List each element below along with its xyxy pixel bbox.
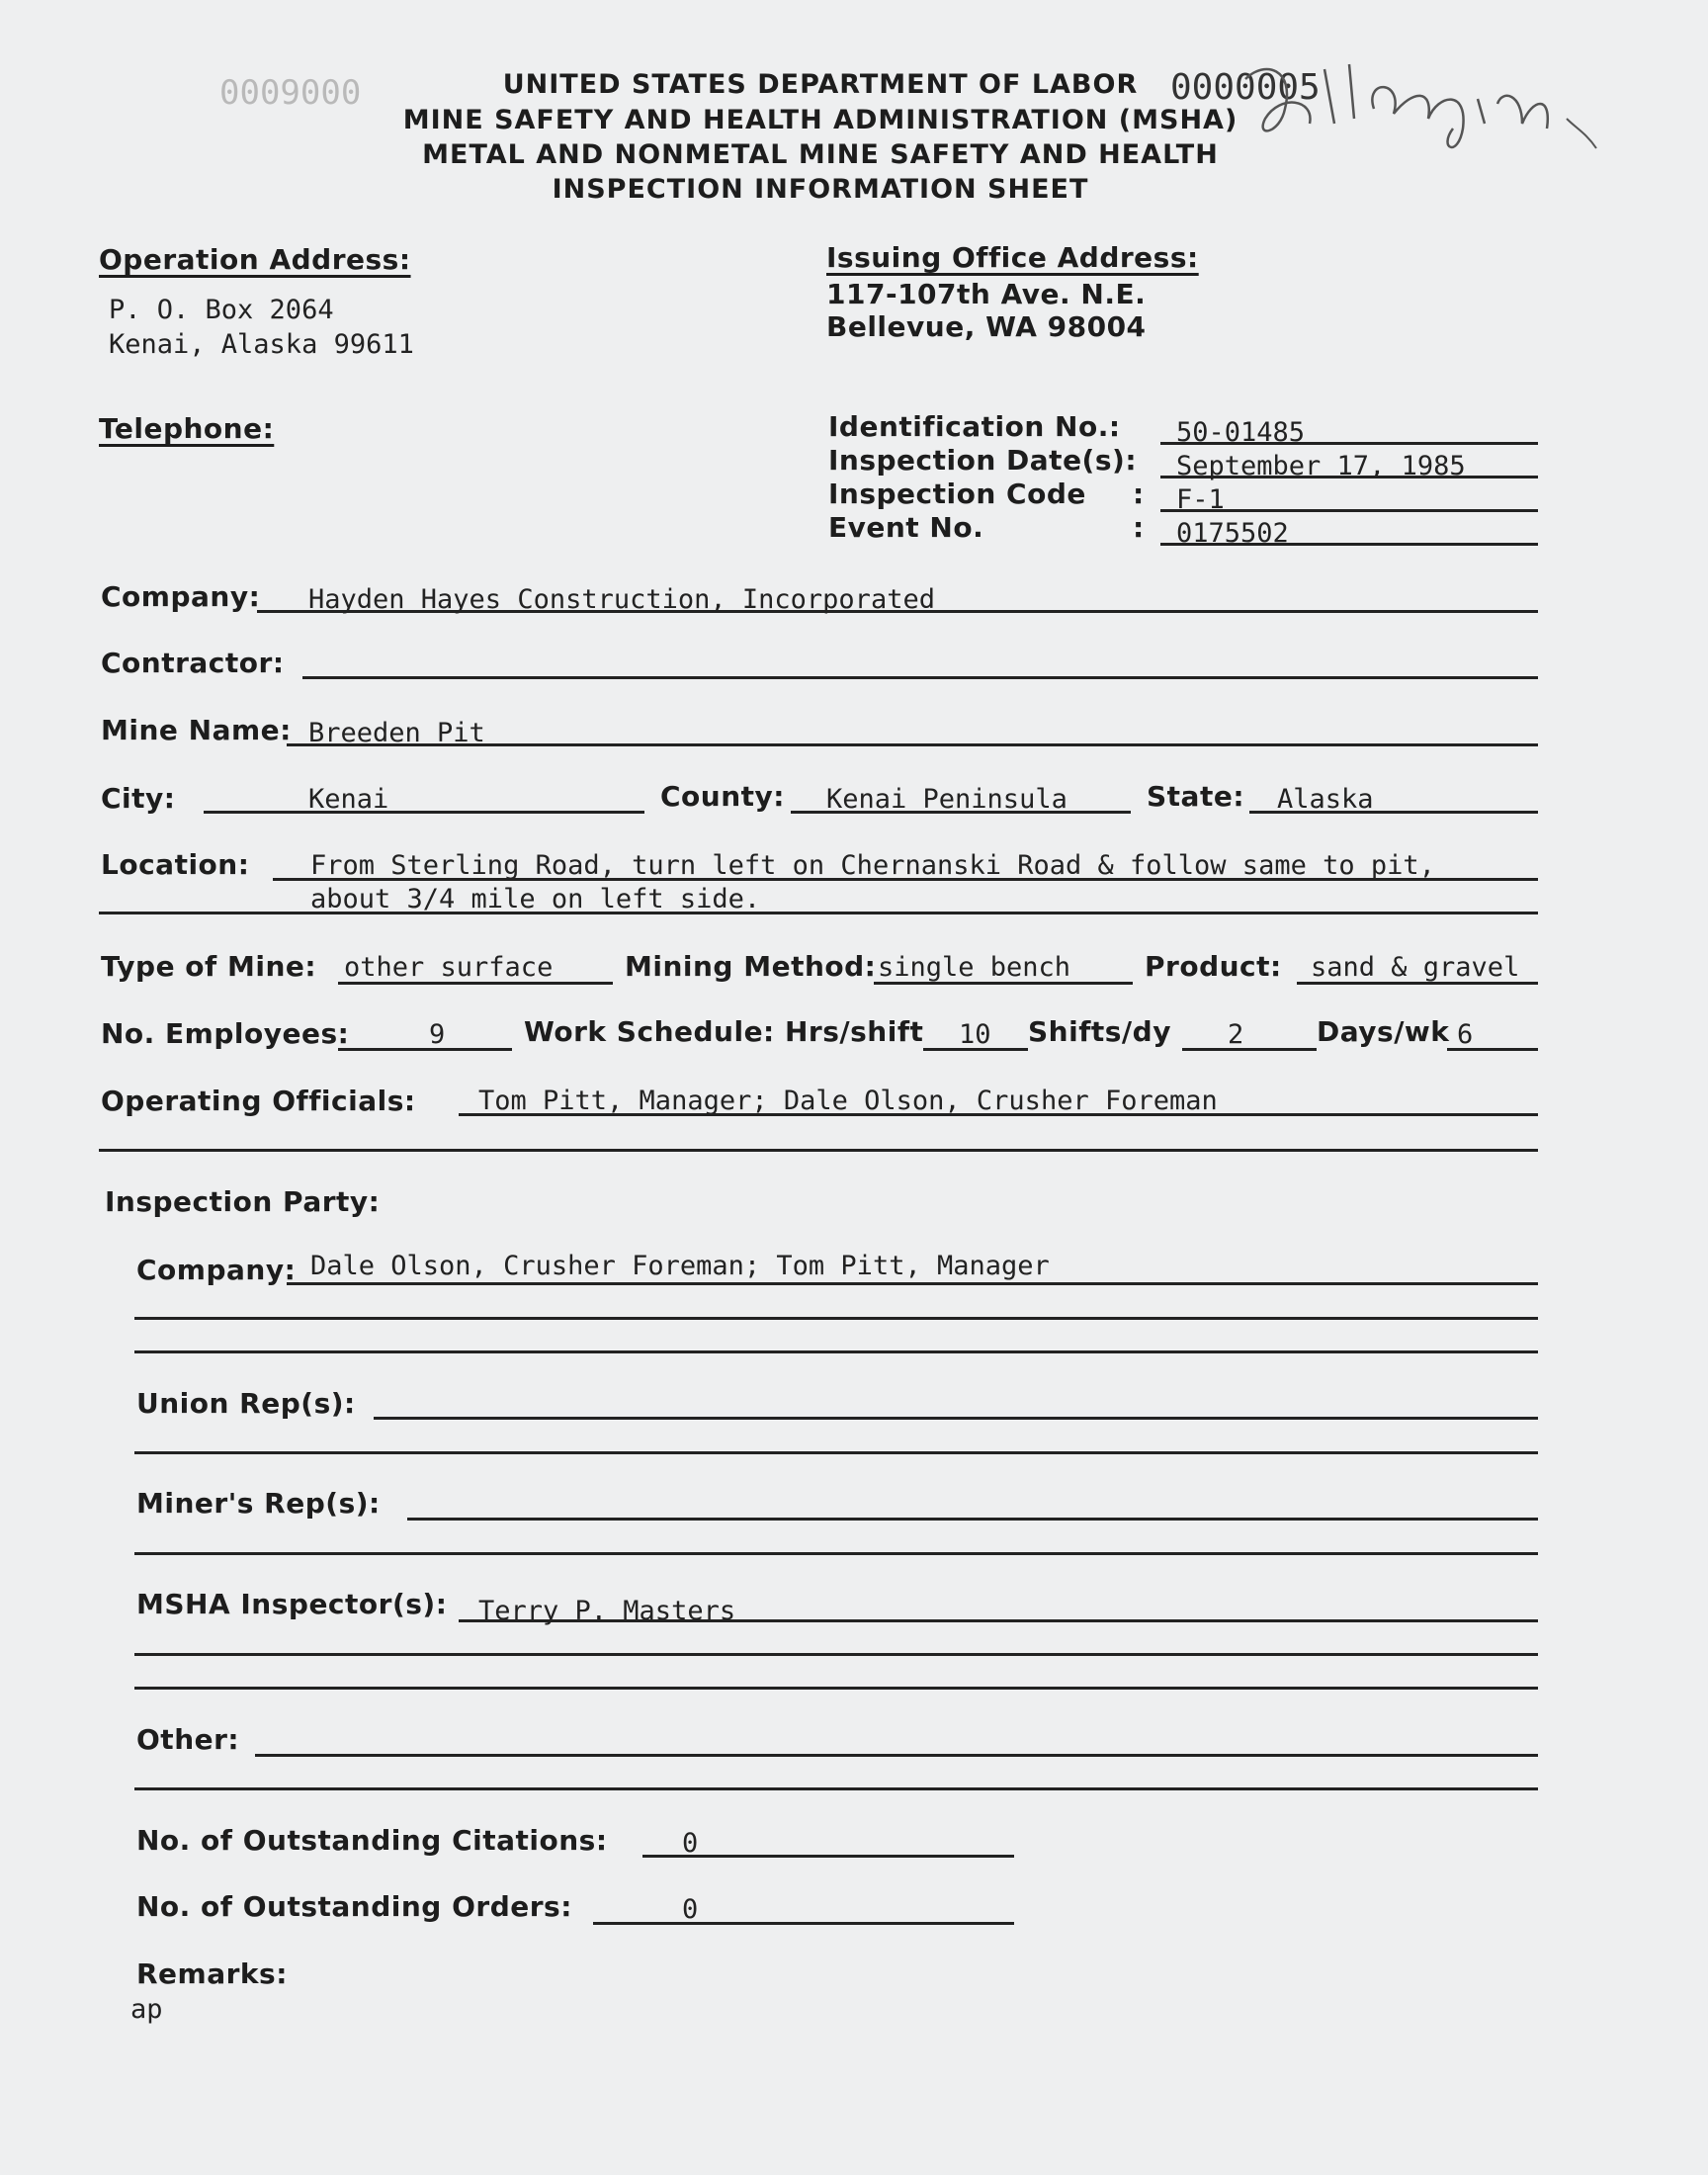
outstanding-orders-line	[593, 1922, 1014, 1925]
inspection-date-label: Inspection Date(s):	[828, 444, 1138, 477]
party-company-label: Company:	[136, 1254, 297, 1286]
shifts-per-day-line	[1182, 1048, 1317, 1051]
msha-inspector-line1	[459, 1619, 1538, 1622]
operating-officials-value: Tom Pitt, Manager; Dale Olson, Crusher Foreman	[478, 1086, 1218, 1116]
city-line	[204, 811, 644, 814]
other-label: Other:	[136, 1723, 240, 1756]
union-rep-line1	[374, 1417, 1538, 1420]
state-line	[1249, 811, 1538, 814]
party-company-line1	[287, 1282, 1538, 1285]
hrs-per-shift-line	[923, 1048, 1028, 1051]
days-per-week-value: 6	[1457, 1019, 1474, 1050]
union-rep-line2	[134, 1451, 1538, 1454]
outstanding-citations-value: 0	[682, 1828, 699, 1859]
mine-name-value: Breeden Pit	[308, 718, 485, 748]
event-number-line	[1160, 543, 1538, 546]
days-per-week-label: Days/wk	[1317, 1015, 1450, 1048]
telephone-label: Telephone:	[99, 412, 275, 445]
mine-name-label: Mine Name:	[101, 714, 292, 746]
outstanding-citations-line	[642, 1855, 1014, 1858]
mining-method-value: single bench	[878, 952, 1071, 983]
state-label: State:	[1147, 780, 1245, 813]
inspection-code-colon: :	[1133, 478, 1145, 510]
location-line1: From Sterling Road, turn left on Chernanski Road & follow same to pit,	[310, 850, 1435, 881]
issuing-office-line2: Bellevue, WA 98004	[826, 310, 1147, 343]
party-company-line2	[134, 1317, 1538, 1320]
operating-officials-line1	[459, 1113, 1538, 1116]
shifts-per-day-label: Shifts/dy	[1028, 1015, 1171, 1048]
contractor-line	[302, 676, 1538, 679]
header-title: INSPECTION INFORMATION SHEET	[552, 174, 1089, 205]
msha-inspector-label: MSHA Inspector(s):	[136, 1588, 448, 1620]
inspection-code-line	[1160, 509, 1538, 512]
employees-line	[338, 1048, 512, 1051]
remarks-label: Remarks:	[136, 1958, 288, 1990]
outstanding-orders-label: No. of Outstanding Orders:	[136, 1890, 572, 1923]
operation-address-line1: P. O. Box 2064	[109, 295, 334, 325]
union-rep-label: Union Rep(s):	[136, 1387, 356, 1420]
event-number-value: 0175502	[1176, 518, 1289, 549]
mine-name-line	[287, 743, 1538, 746]
product-label: Product:	[1145, 950, 1282, 983]
issuing-office-line1: 117-107th Ave. N.E.	[826, 278, 1147, 310]
location-label: Location:	[101, 848, 250, 881]
event-number-label: Event No.	[828, 511, 984, 544]
city-label: City:	[101, 782, 176, 815]
msha-inspector-line3	[134, 1687, 1538, 1690]
hrs-per-shift-value: 10	[959, 1019, 991, 1050]
product-value: sand & gravel	[1311, 952, 1520, 983]
operating-officials-label: Operating Officials:	[101, 1085, 416, 1117]
event-number-colon: :	[1133, 511, 1145, 544]
outstanding-orders-value: 0	[682, 1894, 699, 1925]
header-agency: UNITED STATES DEPARTMENT OF LABOR	[502, 69, 1139, 100]
state-value: Alaska	[1277, 784, 1374, 815]
issuing-office-label: Issuing Office Address:	[826, 241, 1199, 274]
location-underline2	[99, 912, 1538, 914]
msha-inspector-value: Terry P. Masters	[478, 1596, 736, 1626]
document-number: 0000005	[1170, 67, 1321, 108]
work-schedule-label: Work Schedule: Hrs/shift	[524, 1015, 924, 1048]
operating-officials-line2	[99, 1149, 1538, 1152]
type-of-mine-value: other surface	[344, 952, 554, 983]
inspection-code-label: Inspection Code	[828, 478, 1086, 510]
type-of-mine-label: Type of Mine:	[101, 950, 317, 983]
header-division: METAL AND NONMETAL MINE SAFETY AND HEALTH	[422, 139, 1219, 170]
operation-address-label: Operation Address:	[99, 243, 411, 276]
miners-rep-line2	[134, 1552, 1538, 1555]
location-line2: about 3/4 mile on left side.	[310, 884, 761, 914]
mining-method-label: Mining Method:	[625, 950, 877, 983]
contractor-label: Contractor:	[101, 647, 285, 679]
inspection-party-label: Inspection Party:	[105, 1185, 381, 1218]
days-per-week-line	[1447, 1048, 1538, 1051]
shifts-per-day-value: 2	[1228, 1019, 1244, 1050]
identification-label: Identification No.:	[828, 410, 1121, 443]
miners-rep-label: Miner's Rep(s):	[136, 1487, 381, 1520]
identification-line	[1160, 442, 1538, 445]
type-of-mine-line	[338, 982, 613, 985]
inspection-date-line	[1160, 476, 1538, 478]
product-line	[1297, 982, 1538, 985]
location-underline1	[273, 878, 1538, 881]
other-line2	[134, 1787, 1538, 1790]
outstanding-citations-label: No. of Outstanding Citations:	[136, 1824, 608, 1857]
county-value: Kenai Peninsula	[826, 784, 1068, 815]
company-value: Hayden Hayes Construction, Incorporated	[308, 584, 935, 615]
company-label: Company:	[101, 580, 261, 613]
operation-address-line2: Kenai, Alaska 99611	[109, 329, 414, 360]
msha-inspector-line2	[134, 1653, 1538, 1656]
party-company-value: Dale Olson, Crusher Foreman; Tom Pitt, Manager	[310, 1251, 1050, 1281]
company-line	[257, 610, 1538, 613]
inspection-code-value: F-1	[1176, 484, 1225, 515]
other-line1	[255, 1754, 1538, 1757]
identification-value: 50-01485	[1176, 417, 1306, 448]
header-administration: MINE SAFETY AND HEALTH ADMINISTRATION (MSHA)	[402, 105, 1238, 135]
city-value: Kenai	[308, 784, 389, 815]
miners-rep-line1	[407, 1518, 1538, 1521]
employees-label: No. Employees:	[101, 1017, 350, 1050]
county-label: County:	[660, 780, 785, 813]
ghost-number: 0009000	[219, 73, 362, 113]
mining-method-line	[874, 982, 1133, 985]
party-company-line3	[134, 1350, 1538, 1353]
county-line	[791, 811, 1131, 814]
inspection-date-value: September 17, 1985	[1176, 451, 1466, 481]
employees-value: 9	[429, 1019, 446, 1050]
remarks-value: ap	[130, 1994, 163, 2025]
